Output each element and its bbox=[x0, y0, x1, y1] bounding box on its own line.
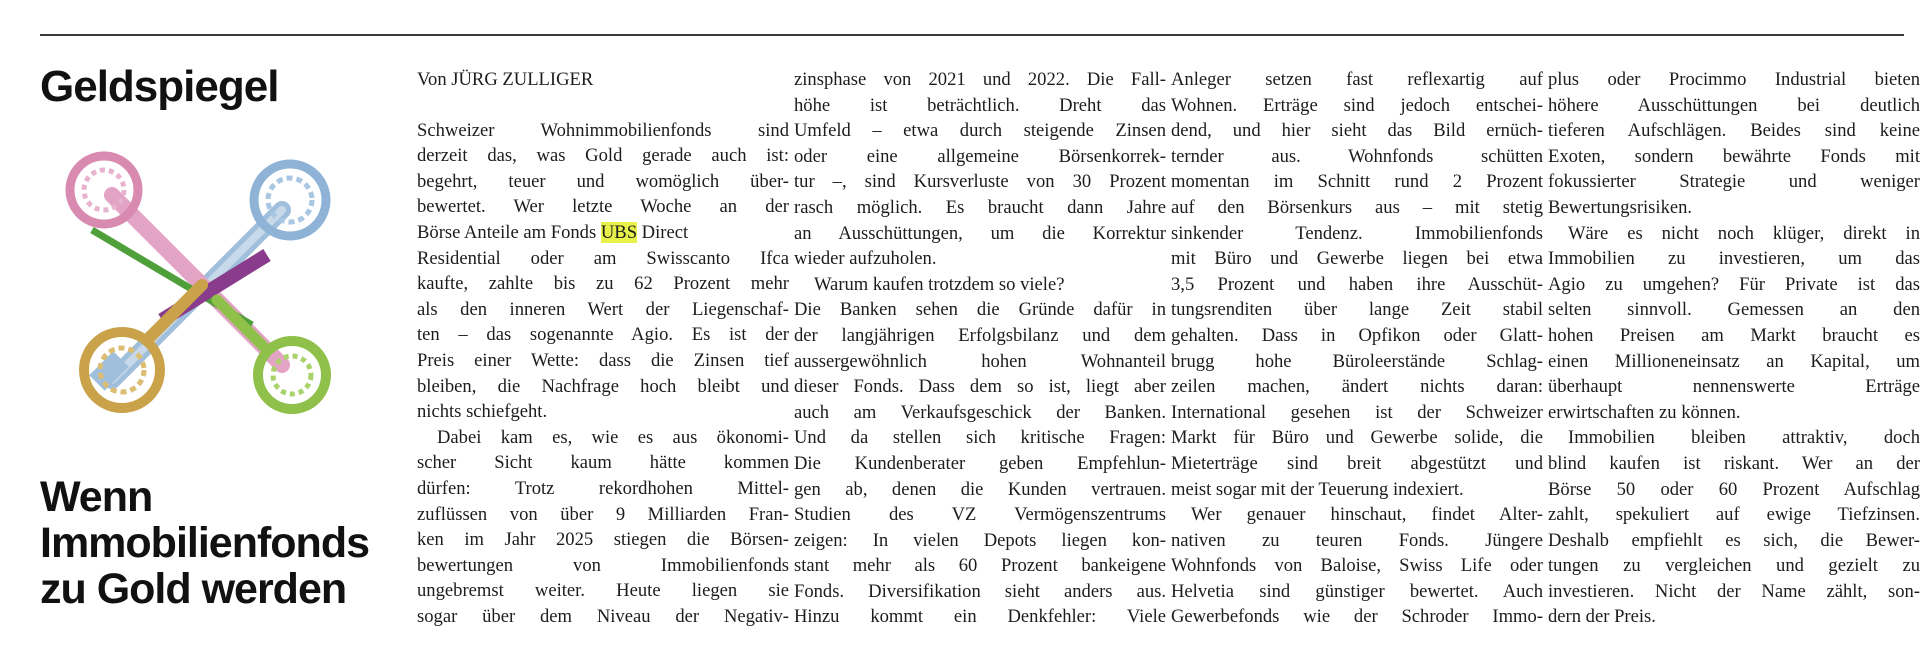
text-line: Dabei kam es, wie es aus ökonomi- bbox=[437, 426, 789, 448]
text-fragment: Börse Anteile am Fonds bbox=[417, 221, 601, 243]
text-line: ternder aus. Wohnfonds schütten bbox=[1171, 145, 1543, 167]
text-line: fokussierter Strategie und weniger bbox=[1548, 171, 1920, 193]
text-line: kaufte, zahlte bis zu 62 Prozent mehr bbox=[417, 273, 789, 295]
highlighted-term: UBS bbox=[600, 221, 638, 243]
text-line: brugg hohe Büroleerstände Schlag- bbox=[1171, 350, 1543, 372]
text-line: überhaupt nennenswerte Erträge bbox=[1548, 376, 1920, 398]
headline-line: Wenn bbox=[40, 473, 153, 521]
text-line: Die Banken sehen die Gründe dafür in bbox=[794, 299, 1166, 321]
text-line: Wäre es nicht noch klüger, direkt in bbox=[1568, 222, 1920, 244]
text-line: derzeit das, was Gold gerade auch ist: bbox=[417, 145, 789, 167]
text-line: höhere Ausschüttungen bei deutlich bbox=[1548, 94, 1920, 116]
text-line: scher Sicht kaum hätte kommen bbox=[417, 452, 789, 474]
text-line: bleiben, die Nachfrage hoch bleibt und bbox=[417, 375, 789, 397]
headline bbox=[40, 474, 400, 612]
text-line: Wer genauer hinschaut, findet Alter- bbox=[1191, 504, 1543, 526]
text-line: Die Kundenberater geben Empfehlun- bbox=[794, 452, 1166, 474]
text-line: Gewerbefonds wie der Schroder Immo- bbox=[1171, 606, 1543, 628]
text-line: rasch möglich. Es braucht dann Jahre bbox=[794, 196, 1166, 218]
text-line: auch am Verkaufsgeschick der Banken. bbox=[794, 401, 1166, 423]
text-line: Hinzu kommt ein Denkfehler: Viele bbox=[794, 606, 1166, 628]
text-line: Und da stellen sich kritische Fragen: bbox=[794, 427, 1166, 449]
text-line: momentan im Schnitt rund 2 Prozent bbox=[1171, 171, 1543, 193]
headline-line: zu Gold werden bbox=[40, 565, 347, 613]
article-column-1 bbox=[417, 67, 789, 629]
text-line: Fonds. Diversifikation sieht anders aus. bbox=[794, 580, 1166, 602]
text-line: der langjährigen Erfolgsbilanz und dem bbox=[794, 324, 1166, 346]
text-line: Schweizer Wohnimmobilienfonds sind bbox=[417, 119, 789, 141]
text-line: wieder aufzuholen. bbox=[794, 248, 937, 270]
text-line: blind kaufen ist riskant. Wer an der bbox=[1548, 452, 1920, 474]
text-line: meist sogar mit der Teuerung indexiert. bbox=[1171, 478, 1464, 500]
text-line: Markt für Büro und Gewerbe solide, die bbox=[1171, 427, 1543, 449]
text-line: Warum kaufen trotzdem so viele? bbox=[814, 273, 1065, 295]
text-line: bewertet. Wer letzte Woche an der bbox=[417, 196, 789, 218]
text-line: an Ausschüttungen, um die Korrektur bbox=[794, 222, 1166, 244]
text-line: dern der Preis. bbox=[1548, 606, 1656, 628]
text-line: auf den Börsenkurs aus – mit stetig bbox=[1171, 196, 1543, 218]
top-rule bbox=[40, 34, 1904, 36]
text-line: Wohnen. Erträge sind jedoch entschei- bbox=[1171, 94, 1543, 116]
text-line: plus oder Procimmo Industrial bieten bbox=[1548, 69, 1920, 90]
article-column-3 bbox=[1171, 67, 1543, 630]
text-line: zeilen machen, ändert nichts daran: bbox=[1171, 376, 1543, 398]
text-line: Immobilien bleiben attraktiv, doch bbox=[1568, 427, 1920, 449]
headline-line: Immobilienfonds bbox=[40, 519, 369, 567]
text-line: sogar über dem Niveau der Negativ- bbox=[417, 605, 789, 627]
text-line: einen Millioneneinsatz an Kapital, um bbox=[1548, 350, 1920, 372]
text-line: Agio zu umgehen? Für Private ist das bbox=[1548, 273, 1920, 295]
text-line: gen ab, denen die Kunden vertrauen. bbox=[794, 478, 1166, 500]
text-line: Helvetia sind günstiger bewertet. Auch bbox=[1171, 580, 1543, 602]
text-line: Preis einer Wette: dass die Zinsen tief bbox=[417, 349, 789, 371]
text-line: begehrt, teuer und womöglich über- bbox=[417, 170, 789, 192]
text-line: stant mehr als 60 Prozent bankeigene bbox=[794, 555, 1166, 577]
text-line: ungebremst weiter. Heute liegen sie bbox=[417, 580, 789, 602]
text-line: Exoten, sondern bewährte Fonds mit bbox=[1548, 145, 1920, 167]
text-line: ken im Jahr 2025 stiegen die Börsen- bbox=[417, 529, 789, 551]
text-line: dend, und hier sieht das Bild ernüch- bbox=[1171, 120, 1543, 142]
text-line: mit Büro und Gewerbe liegen bei etwa bbox=[1171, 248, 1543, 270]
text-line: aussergewöhnlich hohen Wohnanteil bbox=[794, 350, 1166, 372]
text-line: International gesehen ist der Schweizer bbox=[1171, 401, 1543, 423]
text-line: dürfen: Trotz rekordhohen Mittel- bbox=[417, 477, 789, 499]
text-line: erwirtschaften zu können. bbox=[1548, 401, 1741, 423]
text-line: selten sinnvoll. Gemessen an den bbox=[1548, 299, 1920, 321]
text-line: zinsphase von 2021 und 2022. Die Fall- bbox=[794, 69, 1166, 90]
text-line: zahlt, spekuliert auf ewige Tiefzinsen. bbox=[1548, 504, 1920, 526]
text-line: sinkender Tendenz. Immobilienfonds bbox=[1171, 222, 1543, 244]
text-line: als den inneren Wert der Liegenschaf- bbox=[417, 298, 789, 320]
text-line: hohen Preisen am Markt braucht es bbox=[1548, 324, 1920, 346]
text-line: zeigen: In vielen Depots liegen kon- bbox=[794, 529, 1166, 551]
article-column-2 bbox=[794, 67, 1166, 630]
text-line: nichts schiefgeht. bbox=[417, 401, 548, 423]
text-line: Börse 50 oder 60 Prozent Aufschlag bbox=[1548, 478, 1920, 500]
text-line bbox=[417, 220, 789, 246]
text-line: Umfeld – etwa durch steigende Zinsen bbox=[794, 120, 1166, 142]
text-line: tungsrenditen über lange Zeit stabil bbox=[1171, 299, 1543, 321]
crossed-keys-illustration bbox=[52, 150, 342, 420]
text-line: ten – das sogenannte Agio. Es ist der bbox=[417, 324, 789, 346]
text-line: tur –, sind Kursverluste von 30 Prozent bbox=[794, 171, 1166, 193]
text-line: oder eine allgemeine Börsenkorrek- bbox=[794, 145, 1166, 167]
text-line: Immobilien zu investieren, um das bbox=[1548, 248, 1920, 270]
text-line: dieser Fonds. Dass dem so ist, liegt aber bbox=[794, 376, 1166, 398]
text-line: tieferen Aufschlägen. Beides sind keine bbox=[1548, 120, 1920, 142]
text-line: nativen zu teuren Fonds. Jüngere bbox=[1171, 529, 1543, 551]
text-line: Anleger setzen fast reflexartig auf bbox=[1171, 69, 1543, 90]
text-line: Deshalb empfiehlt es sich, die Bewer- bbox=[1548, 529, 1920, 551]
rubric-title: Geldspiegel bbox=[40, 62, 279, 111]
text-line: Mieterträge sind breit abgestützt und bbox=[1171, 452, 1543, 474]
byline: Von JÜRG ZULLIGER bbox=[417, 69, 594, 90]
text-line: bewertungen von Immobilienfonds bbox=[417, 554, 789, 576]
text-line: höhe ist beträchtlich. Dreht das bbox=[794, 94, 1166, 116]
text-line: zuflüssen von über 9 Milliarden Fran- bbox=[417, 503, 789, 525]
text-line: gehalten. Dass in Opfikon oder Glatt- bbox=[1171, 324, 1543, 346]
text-line: Wohnfonds von Baloise, Swiss Life oder bbox=[1171, 555, 1543, 577]
text-line: Studien des VZ Vermögenszentrums bbox=[794, 504, 1166, 526]
text-line: Residential oder am Swisscanto Ifca bbox=[417, 247, 789, 269]
text-line: investieren. Nicht der Name zählt, son- bbox=[1548, 580, 1920, 602]
text-line: tungen zu vergleichen und gezielt zu bbox=[1548, 555, 1920, 577]
text-line: 3,5 Prozent und haben ihre Ausschüt- bbox=[1171, 273, 1543, 295]
article-column-4 bbox=[1548, 67, 1920, 630]
text-fragment: Direct bbox=[637, 221, 689, 243]
text-line: Bewertungsrisiken. bbox=[1548, 196, 1693, 218]
